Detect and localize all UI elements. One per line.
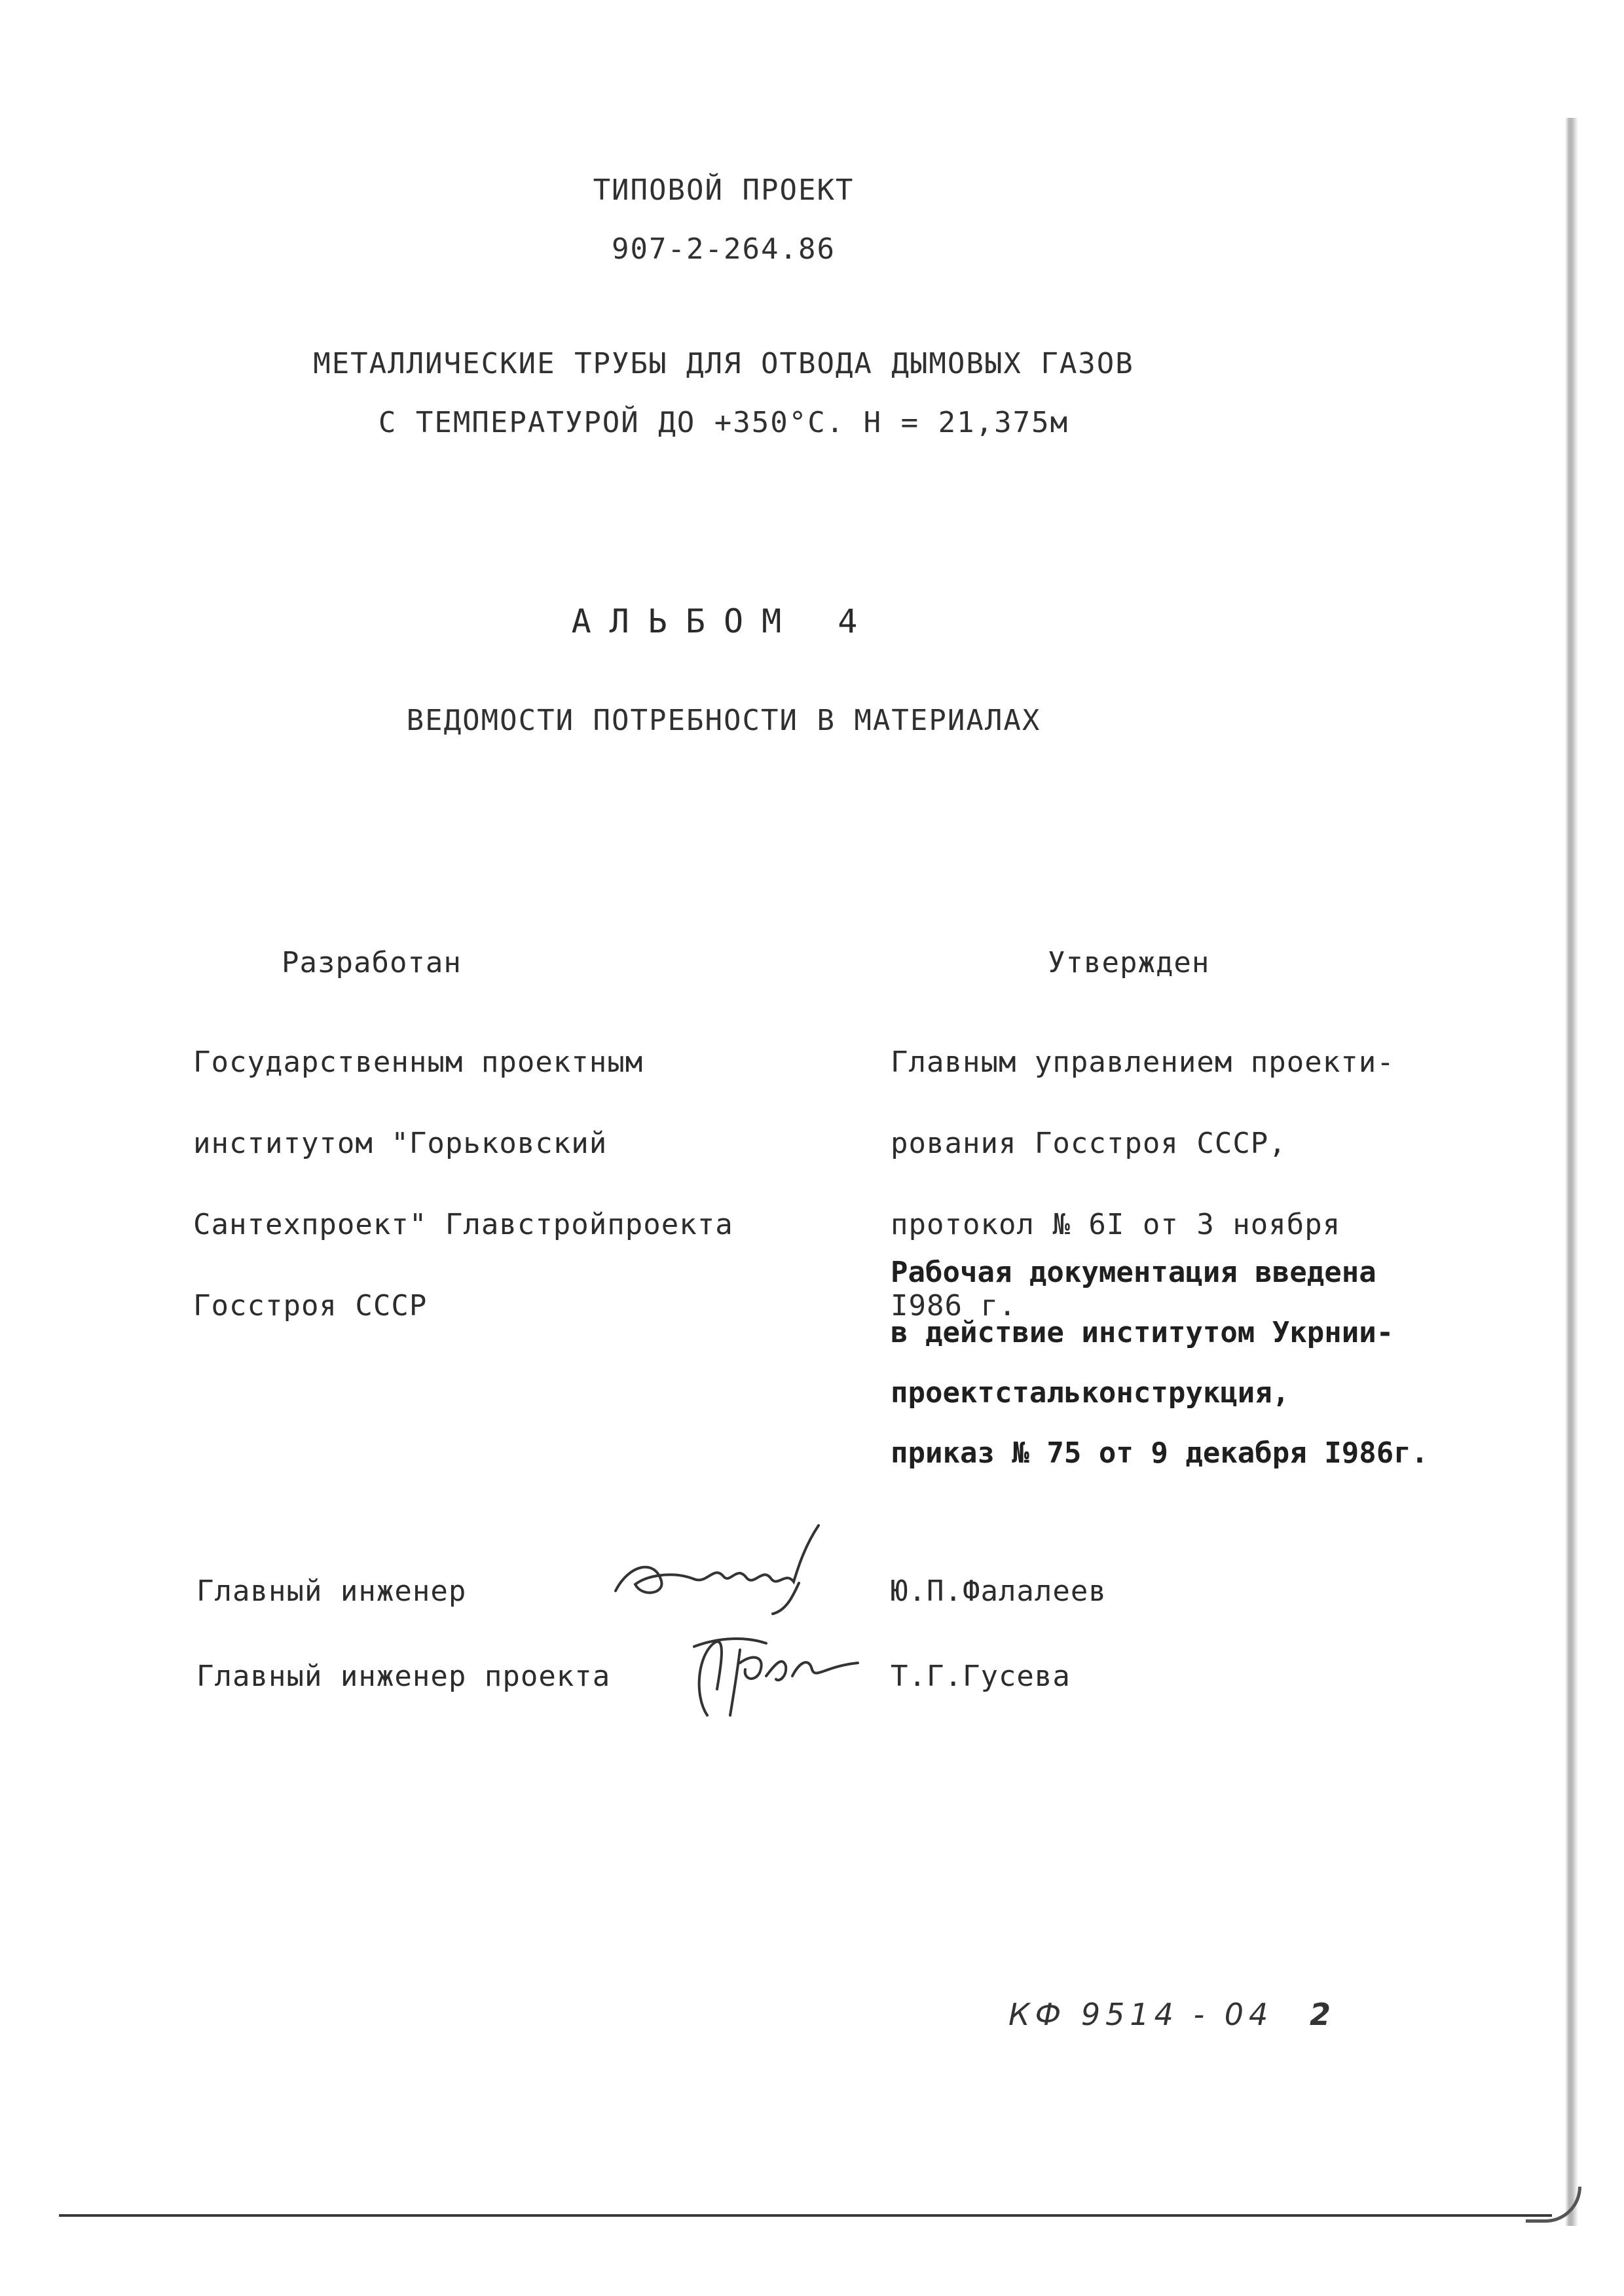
album-subtitle: ВЕДОМОСТИ ПОТРЕБНОСТИ В МАТЕРИАЛАХ [406, 704, 1041, 737]
developed-line: Государственным проектным [193, 1046, 644, 1079]
developed-line: Сантехпроект" Главстройпроекта [193, 1208, 733, 1241]
developed-heading: Разработан [282, 946, 462, 979]
project-number: 907-2-264.86 [612, 232, 836, 266]
page-edge-shadow [1565, 118, 1578, 2226]
developed-line: институтом "Горьковский [193, 1127, 608, 1160]
title-line-1: МЕТАЛЛИЧЕСКИЕ ТРУБЫ ДЛЯ ОТВОДА ДЫМОВЫХ ГАЗОВ [313, 347, 1134, 380]
signature-name-chief-engineer: Ю.П.Фалалеев [891, 1575, 1107, 1608]
introduced-block [891, 1228, 1428, 1499]
signature-name-project-engineer: Т.Г.Гусева [891, 1660, 1071, 1693]
introduced-line: приказ № 75 от 9 декабря I986г. [891, 1436, 1429, 1470]
signature-chief-engineer [602, 1519, 838, 1617]
album-label: АЛЬБОМ 4 [571, 602, 876, 640]
introduced-line: проектстальконструкция, [891, 1376, 1290, 1410]
approved-line: протокол № 6I от 3 ноября [891, 1208, 1341, 1241]
project-type: ТИПОВОЙ ПРОЕКТ [593, 173, 855, 207]
page-number: 2 [1310, 1997, 1337, 2032]
signature-role-project-engineer: Главный инженер проекта [196, 1660, 611, 1693]
signature-project-engineer [668, 1617, 864, 1728]
approved-heading: Утвержден [1048, 946, 1210, 979]
approved-line: рования Госстроя СССР, [891, 1127, 1287, 1160]
developed-block [193, 1002, 733, 1367]
developed-line: Госстроя СССР [193, 1289, 428, 1322]
page-bottom-edge [59, 2214, 1552, 2217]
approved-line: I986 г. [891, 1289, 1017, 1322]
introduced-line: Рабочая документация введена [891, 1256, 1376, 1289]
archive-code: КФ 9514 - 04 [1008, 1997, 1274, 2032]
introduced-line: в действие институтом Укрнии- [891, 1316, 1394, 1349]
title-line-2: С ТЕМПЕРАТУРОЙ ДО +350°С. Н = 21,375м [378, 406, 1069, 439]
approved-line: Главным управлением проекти- [891, 1046, 1395, 1079]
signature-role-chief-engineer: Главный инженер [196, 1575, 467, 1608]
